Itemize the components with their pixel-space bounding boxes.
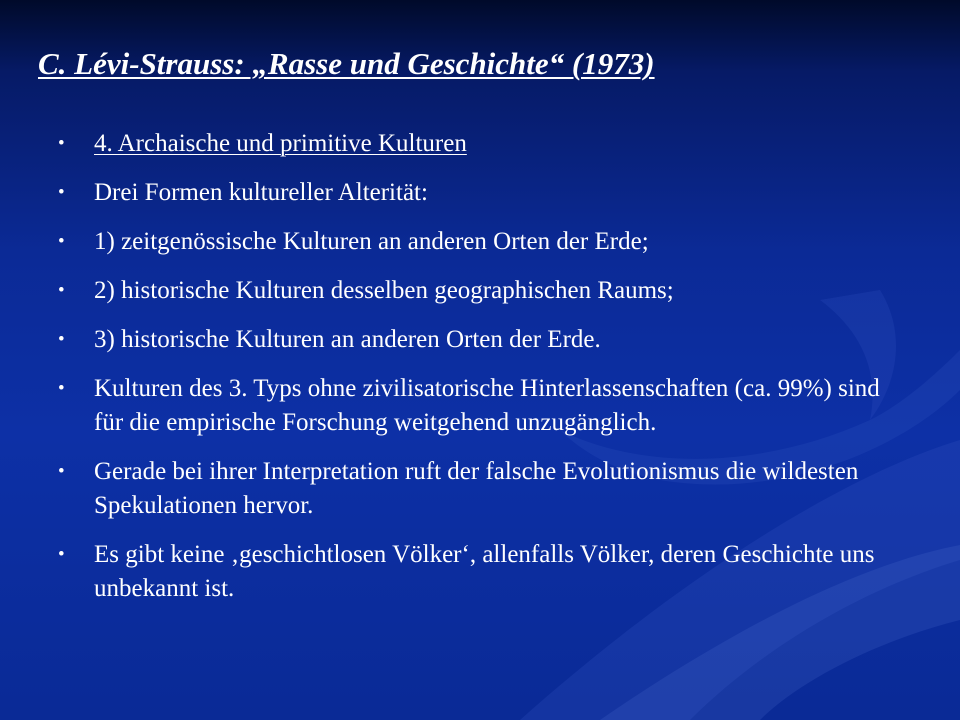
bullet-item	[0, 372, 960, 440]
bullet-icon: •	[58, 378, 65, 399]
bullet-item	[0, 538, 960, 606]
bullet-text: 1) zeitgenössische Kulturen an anderen Orten der Erde;	[94, 228, 649, 255]
bullet-item	[0, 176, 960, 210]
bullet-text: Gerade bei ihrer Interpretation ruft der falsche Evolutionismus die wildesten Spekulationen hervor.	[94, 458, 859, 519]
bullet-item	[0, 127, 960, 161]
bullet-text: Drei Formen kultureller Alterität:	[94, 179, 428, 206]
bullet-icon: •	[58, 280, 65, 301]
bullet-icon: •	[58, 231, 65, 252]
bullet-icon: •	[58, 329, 65, 350]
slide-title: C. Lévi-Strauss: „Rasse und Geschichte“ (1973)	[38, 46, 655, 81]
bullet-text: Es gibt keine ‚geschichtlosen Völker‘, allenfalls Völker, deren Geschichte uns unbekannt ist.	[94, 541, 875, 602]
bullet-text: 4. Archaische und primitive Kulturen	[94, 130, 467, 157]
bullet-icon: •	[58, 182, 65, 203]
bullet-icon: •	[58, 461, 65, 482]
bullet-icon: •	[58, 133, 65, 154]
bullet-text: Kulturen des 3. Typs ohne zivilisatorische Hinterlassenschaften (ca. 99%) sind für die empirische Forschung weitgehend unzugänglich.	[94, 375, 880, 436]
bullet-text: 3) historische Kulturen an anderen Orten der Erde.	[94, 326, 601, 353]
bullet-icon: •	[58, 544, 65, 565]
bullet-text: 2) historische Kulturen desselben geographischen Raums;	[94, 277, 674, 304]
bullet-item	[0, 274, 960, 308]
bullet-list	[0, 127, 960, 621]
bullet-item	[0, 323, 960, 357]
bullet-item	[0, 225, 960, 259]
bullet-item	[0, 455, 960, 523]
